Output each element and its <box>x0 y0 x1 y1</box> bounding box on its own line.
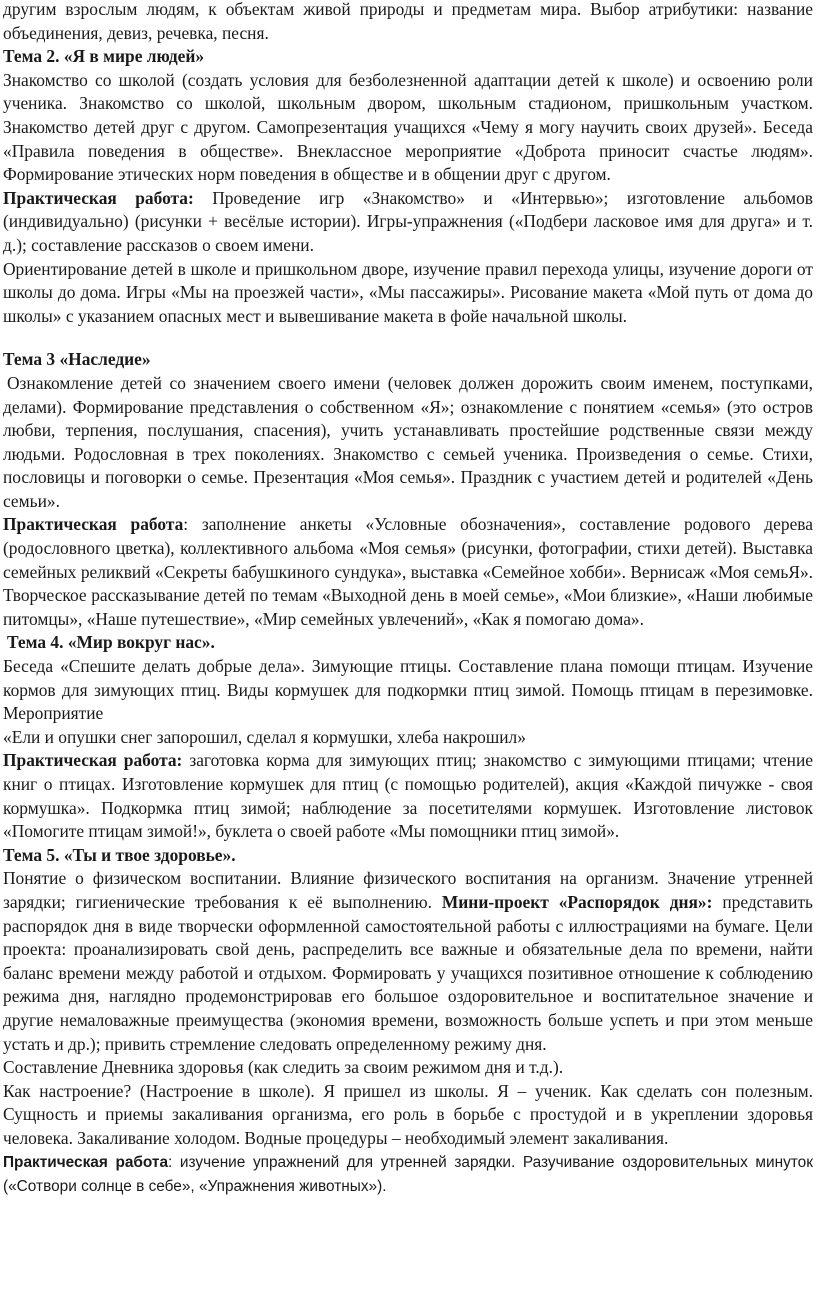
topic-4-paragraph-1: Беседа «Спешите делать добрые дела». Зимующие птицы. Составление плана помощи птицам. Изучение кормов для зимующих птиц. Виды кормушек для подкормки птиц зимой. Помощь птицам в перезимовке. Мероприятие <box>3 656 813 724</box>
topic-2-heading: Тема 2. «Я в мире людей» <box>3 46 205 67</box>
mini-project-label: Мини-проект «Распорядок дня»: <box>441 891 713 912</box>
topic-2-practical <box>3 187 813 258</box>
intro-paragraph: другим взрослым людям, к объектам живой природы и предметам мира. Выбор атрибутики: название объединения, девиз, речевка, песня. <box>3 0 813 43</box>
topic-2-paragraph-2: Ориентирование детей в школе и пришкольном дворе, изучение правил перехода улицы, изучение дороги от школы до дома. Игры «Мы на проезжей части», «Мы пассажиры». Рисование макета «Мой путь от дома до школы» с указанием опасных мест и вывешивание макета в фойе начальной школы. <box>3 258 813 326</box>
topic-5-paragraph-2: Составление Дневника здоровья (как следить за своим режимом дня и т.д.). <box>3 1057 564 1078</box>
practical-label: Практическая работа: <box>3 750 183 771</box>
topic-5-p1-end: представить распорядок дня в виде творчески оформленной самостоятельной работы с иллюстрациями на бумаге. Цели проекта: проанализировать свой день, распределить все важные и обязательные дела по времени, найти баланс времени между работой и отдыхом. Формировать у учащихся позитивное отношение к соблюдению режима дня, наглядно продемонстрировав его большое оздоровительное и воспитательное значение и другие немаловажные преимущества (экономия времени, возможность больше успеть и при этом меньше устать и др.); привить стремление следовать определенному режиму дня. <box>3 891 813 1054</box>
practical-label: Практическая работа: <box>3 187 194 208</box>
topic-2-paragraph-1: Знакомство со школой (создать условия для безболезненной адаптации детей к школе) и освоению роли ученика. Знакомство со школой, школьным двором, школьным стадионом, пришкольным участком. Знакомство детей друг с другом. Самопрезентация учащихся «Чему я могу научить своих друзей». Беседа «Правила поведения в обществе». Внеклассное мероприятие «Доброта приносит счастье людям». Формирование этических норм поведения в обществе и в общении друг с другом. <box>3 69 813 185</box>
topic-5-heading: Тема 5. «Ты и твое здоровье». <box>3 844 236 865</box>
topic-5-practical <box>3 1151 813 1199</box>
topic-5-p1-start: Понятие о физическом воспитании. Влияние физического воспитания на организм. Значение утренней зарядки; гигиенические требования к её выполнению. <box>3 868 813 912</box>
topic-5-paragraph-1 <box>3 867 813 1056</box>
topic-5-paragraph-3: Как настроение? (Настроение в школе). Я пришел из школы. Я – ученик. Как сделать сон полезным. Сущность и приемы закаливания организма, его роль в борьбе с простудой и в укреплении здоровья человека. Закаливание холодом. Водные процедуры – необходимый элемент закаливания. <box>3 1080 813 1148</box>
practical-label: Практическая работа <box>3 1153 169 1171</box>
practical-label: Практическая работа <box>3 514 184 535</box>
topic-3-heading: Тема 3 «Наследие» <box>3 349 151 370</box>
practical-text: заготовка корма для зимующих птиц; знакомство с зимующими птицами; чтение книг о птицах. Изготовление кормушек для птиц (с помощью родителей), акция «Каждой пичужке - своя кормушка». Подкормка птиц зимой; наблюдение за посетителями кормушек. Изготовление листовок «Помогите птицам зимой!», буклета о своей работе «Мы помощники птиц зимой». <box>3 750 813 842</box>
topic-4-heading: Тема 4. «Мир вокруг нас». <box>7 632 215 653</box>
spacer <box>3 328 813 348</box>
practical-text: : изучение упражнений для утренней зарядки. Разучивание оздоровительных минуток («Сотвори солнце в себе», «Упражнения животных»). <box>3 1153 813 1195</box>
topic-4-paragraph-2: «Ели и опушки снег запорошил, сделал я кормушки, хлеба накрошил» <box>3 726 526 747</box>
practical-text: : заполнение анкеты «Условные обозначения», составление родового дерева (родословного цветка), коллективного альбома «Моя семья» (рисунки, фотографии, стихи детей). Выставка семейных реликвий «Секреты бабушкиного сундука», выставка «Семейное хобби». Вернисаж «Моя семьЯ». Творческое рассказывание детей по темам «Выходной день в моей семье», «Мои близкие», «Наши любимые питомцы», «Наше путешествие», «Мир семейных увлечений», «Как я помогаю дома». <box>3 514 813 629</box>
topic-4-practical <box>3 749 813 843</box>
practical-text: Проведение игр «Знакомство» и «Интервью»; изготовление альбомов (индивидуально) (рисунки + весёлые истории). Игры-упражнения («Подбери ласковое имя для друга» и т. д.); составление рассказов о своем имени. <box>3 187 814 255</box>
topic-3-practical <box>3 513 813 631</box>
topic-3-paragraph-1: Ознакомление детей со значением своего имени (человек должен дорожить своим именем, поступками, делами). Формирование представления о собственном «Я»; ознакомление с понятием «семья» (это остров любви, терпения, послушания, спасения), учить устанавливать простейшие родственные связи между людьми. Родословная в трех поколениях. Знакомство с семьей ученика. Произведения о семье. Стихи, пословицы и поговорки о семье. Презентация «Моя семья». Праздник с участием детей и родителей «День семьи». <box>3 372 813 511</box>
